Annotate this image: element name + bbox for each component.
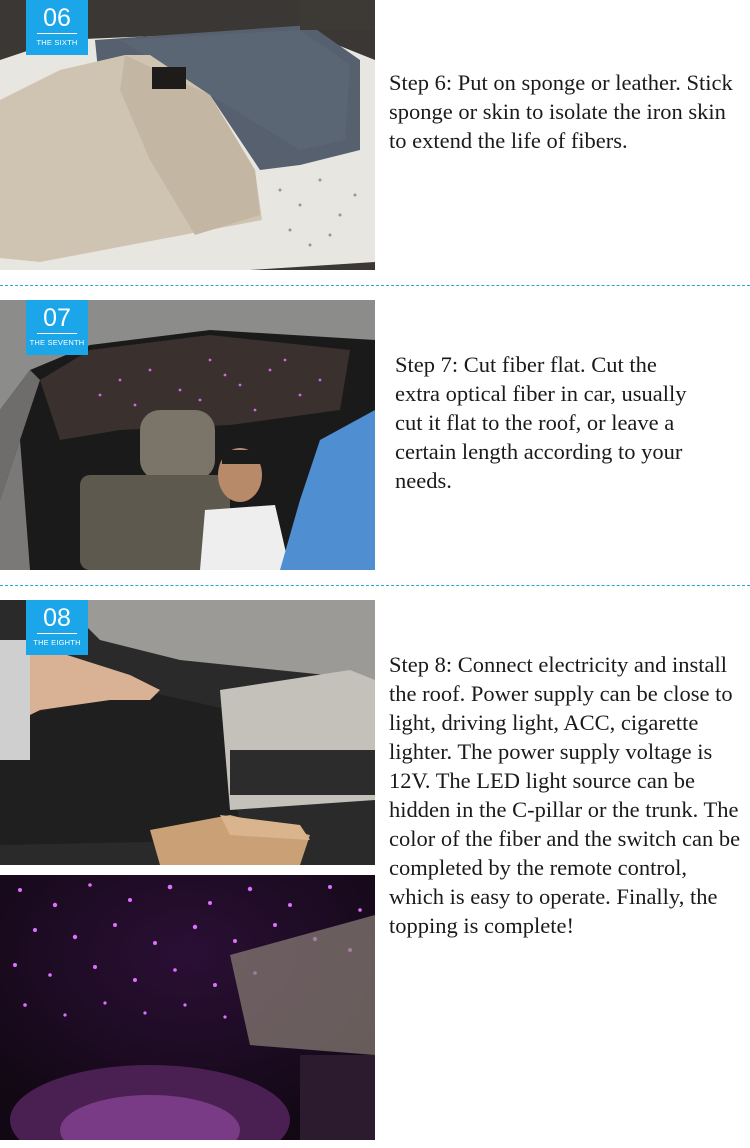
- step-8-badge: [26, 600, 88, 655]
- step-8-number: 08: [43, 604, 71, 632]
- step-7-number: 07: [43, 304, 71, 332]
- badge-rule: [37, 333, 77, 334]
- step-8-text: Step 8: Connect electricity and install the roof. Power supply can be close to light, driving light, ACC, cigarette lighter. The power supply voltage is 12V. The LED light source can be hidden in the C-pillar or the trunk. The color of the fiber and the switch can be completed by the remote control, which is easy to operate. Finally, the topping is complete!: [389, 652, 741, 938]
- step-6-number: 06: [43, 4, 71, 32]
- photo-step-8-starry-roof: [0, 875, 375, 1140]
- step-7-ordinal: THE SEVENTH: [29, 338, 85, 347]
- divider-2: [0, 585, 750, 586]
- badge-rule: [37, 633, 77, 634]
- step-7-badge: [26, 300, 88, 355]
- badge-rule: [37, 33, 77, 34]
- step-7-text: Step 7: Cut fiber flat. Cut the extra optical fiber in car, usually cut it flat to the roof, or leave a certain length according to your needs.: [395, 352, 687, 493]
- step-8-ordinal: THE EIGHTH: [33, 638, 81, 647]
- step-6-badge: [26, 0, 88, 55]
- divider-1: [0, 285, 750, 286]
- step-6-ordinal: THE SIXTH: [36, 38, 78, 47]
- step-6-text: Step 6: Put on sponge or leather. Stick sponge or skin to isolate the iron skin to extend the life of fibers.: [389, 70, 733, 153]
